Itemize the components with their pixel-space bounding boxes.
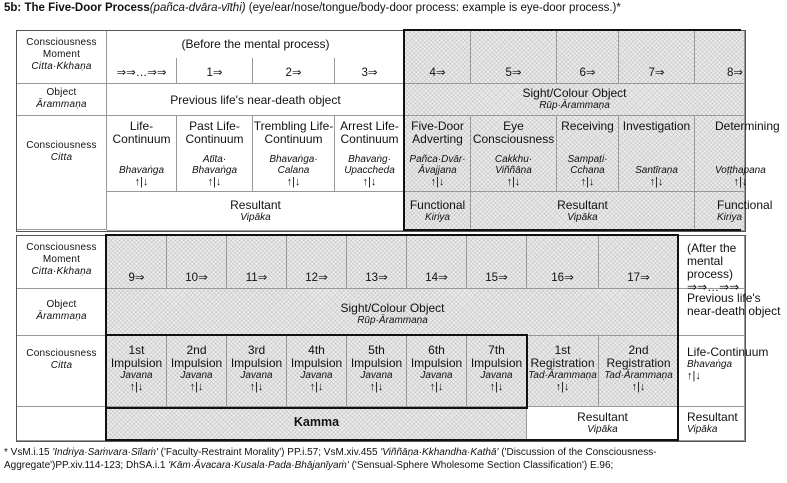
top-resultant-2-pali: Vipāka <box>567 212 598 223</box>
impulsion-6 <box>407 336 467 407</box>
label-object-pali: Ārammaṇa <box>36 99 87 110</box>
impulsion-arrow: ↑|↓ <box>369 381 384 393</box>
citta-arrow: ↑|↓ <box>649 176 664 188</box>
bottom-object-previous <box>679 289 781 336</box>
footnote-p2: 'Indriya·Saṁvara·Sīlaṁ' <box>52 447 158 458</box>
bottom-object-sight-pali: Rūp·Ārammaṇa <box>357 315 428 326</box>
registration-num: 1st <box>554 343 571 357</box>
impulsion-2 <box>167 336 227 407</box>
impulsion-num: 5th <box>368 343 385 357</box>
label-moment-2: Moment <box>42 254 81 265</box>
bottom-label-object <box>17 289 107 336</box>
impulsion-num: 1st <box>128 343 145 357</box>
top-citta-1 <box>177 116 253 192</box>
citta-pali: Pañca·Dvār· Āvajjana <box>409 154 466 176</box>
impulsion-pali: Javana <box>480 370 513 381</box>
impulsion-name: Impulsion <box>230 356 283 370</box>
lifecont-pali: Bhavaṅga <box>687 359 733 370</box>
impulsion-name: Impulsion <box>170 356 223 370</box>
registration-arrow: ↑|↓ <box>631 381 646 393</box>
top-moment-1: 1⇒ <box>177 58 253 84</box>
impulsion-pali: Javana <box>180 370 213 381</box>
citta-pali: Voṭṭhapana <box>715 165 766 176</box>
bottom-moment-17: 17⇒ <box>599 236 679 289</box>
top-object-sight-label: Sight/Colour Object <box>522 86 627 100</box>
bottom-resultant-3-label: Resultant <box>687 410 738 424</box>
lifecont-arrow: ↑|↓ <box>687 370 701 382</box>
bottom-moment-13: 13⇒ <box>347 236 407 289</box>
impulsion-arrow: ↑|↓ <box>429 381 444 393</box>
impulsion-pali: Javana <box>360 370 393 381</box>
label-moment-pali: Citta·Kkhaṇa <box>31 266 92 277</box>
top-citta-7 <box>619 116 695 192</box>
before-process-label: (Before the mental process) <box>107 31 405 58</box>
citta-name: Investigation <box>622 119 691 133</box>
citta-name: Receiving <box>561 119 614 133</box>
citta-name: Trembling Life- Continuum <box>253 119 334 146</box>
bottom-moment-14: 14⇒ <box>407 236 467 289</box>
registration-name: Registration <box>530 356 595 370</box>
bottom-object-sight-label: Sight/Colour Object <box>340 301 445 315</box>
citta-name: Life- Continuum <box>112 119 171 146</box>
citta-name: Past Life- Continuum <box>185 119 244 146</box>
bottom-label-blank <box>17 407 107 441</box>
impulsion-5 <box>347 336 407 407</box>
kamma-cell: Kamma <box>107 407 527 441</box>
bottom-moment-15: 15⇒ <box>467 236 527 289</box>
top-citta-6 <box>557 116 619 192</box>
citta-pali: Sampaṭi· Cchana <box>567 154 608 176</box>
citta-arrow: ↑|↓ <box>430 176 445 188</box>
top-moment-7: 7⇒ <box>619 31 695 84</box>
registration-2 <box>599 336 679 407</box>
impulsion-4 <box>287 336 347 407</box>
citta-arrow: ↑|↓ <box>207 176 222 188</box>
bottom-moment-11: 11⇒ <box>227 236 287 289</box>
top-functional-2 <box>695 192 773 231</box>
top-resultant-1 <box>107 192 405 231</box>
top-moment-0: ⇒⇒…⇒⇒ <box>107 58 177 84</box>
top-citta-3 <box>335 116 405 192</box>
citta-arrow: ↑|↓ <box>286 176 301 188</box>
citta-pali: Cakkhu· Viññāṇa <box>494 154 533 176</box>
impulsion-pali: Javana <box>300 370 333 381</box>
top-label-citta <box>17 116 107 230</box>
citta-arrow: ↑|↓ <box>362 176 377 188</box>
top-resultant-2 <box>471 192 695 231</box>
impulsion-3 <box>227 336 287 407</box>
impulsion-7 <box>467 336 527 407</box>
top-functional-pali: Kiriya <box>424 212 450 223</box>
bottom-object-sight <box>107 289 679 336</box>
top-functional <box>405 192 471 231</box>
label-object: Object <box>46 299 77 310</box>
bottom-moment-16: 16⇒ <box>527 236 599 289</box>
title-italic: (pañca-dvāra-vīthi) <box>149 2 246 14</box>
label-moment-pali: Citta·Kkhaṇa <box>31 61 92 72</box>
top-object-sight-pali: Rūp·Ārammaṇa <box>539 100 610 111</box>
top-resultant-2-label: Resultant <box>557 198 608 212</box>
bottom-moment-9: 9⇒ <box>107 236 167 289</box>
after-process-arrows: ⇒⇒…⇒⇒ <box>687 280 740 294</box>
top-citta-5 <box>471 116 557 192</box>
top-label-object <box>17 84 107 116</box>
top-resultant-1-label: Resultant <box>230 198 281 212</box>
title-label: 5b: <box>4 2 22 14</box>
citta-arrow: ↑|↓ <box>580 176 595 188</box>
top-object-sight <box>405 84 745 116</box>
top-moment-6: 6⇒ <box>557 31 619 84</box>
footnote-p4: 'Viññāṇa·Kkhandha·Kathā' <box>380 447 499 458</box>
page-title <box>4 2 621 14</box>
impulsion-pali: Javana <box>120 370 153 381</box>
title-bold: The Five-Door Process <box>24 2 150 14</box>
impulsion-arrow: ↑|↓ <box>309 381 324 393</box>
impulsion-arrow: ↑|↓ <box>129 381 144 393</box>
impulsion-name: Impulsion <box>290 356 343 370</box>
footnote-p1: * VsM.i.15 <box>4 447 53 458</box>
label-object-pali: Ārammaṇa <box>36 311 87 322</box>
registration-pali: Tad·Ārammaṇa <box>604 370 673 381</box>
impulsion-num: 3rd <box>247 343 266 357</box>
bottom-object-previous-label: Previous life's near-death object <box>687 291 781 318</box>
bottom-moment-10: 10⇒ <box>167 236 227 289</box>
label-citta-pali: Citta <box>50 152 73 163</box>
after-process-cell <box>679 236 745 294</box>
top-citta-0 <box>107 116 177 192</box>
impulsion-name: Impulsion <box>410 356 463 370</box>
top-moment-4: 4⇒ <box>405 31 471 84</box>
bottom-resultant-3 <box>679 407 745 441</box>
citta-arrow: ↑|↓ <box>733 176 748 188</box>
top-citta-2 <box>253 116 335 192</box>
citta-pali: Bhavaṅga· Calana <box>269 154 318 176</box>
top-functional-2-pali: Kiriya <box>717 212 743 223</box>
top-table <box>16 30 780 232</box>
top-citta-4 <box>405 116 471 192</box>
bottom-label-moment <box>17 236 107 289</box>
impulsion-arrow: ↑|↓ <box>489 381 504 393</box>
bottom-resultant-label: Resultant <box>577 410 628 424</box>
label-citta: Consciousness <box>26 348 97 359</box>
top-moment-8: 8⇒ <box>695 31 745 84</box>
footnote-p3: ('Faculty-Restraint Morality') PP.i.57; VsM.xiv.455 <box>157 447 381 458</box>
registration-num: 2nd <box>628 343 649 357</box>
label-moment-1: Consciousness <box>26 242 97 253</box>
citta-pali: Atīta· Bhavaṅga <box>191 154 238 176</box>
impulsion-num: 7th <box>488 343 505 357</box>
impulsion-1 <box>107 336 167 407</box>
lifecont-name: Life-Continuum <box>687 345 769 359</box>
footnote-p6: 'Kām·Āvacara·Kusala·Pada·Bhājanīyaṁ' <box>168 459 349 471</box>
bottom-resultant <box>527 407 679 441</box>
top-moment-2: 2⇒ <box>253 58 335 84</box>
top-object-previous: Previous life's near-death object <box>107 84 405 116</box>
top-functional-2-label: Functional <box>717 198 773 212</box>
top-moment-5: 5⇒ <box>471 31 557 84</box>
citta-pali: Bhavaṅga <box>118 165 165 176</box>
impulsion-pali: Javana <box>240 370 273 381</box>
impulsion-arrow: ↑|↓ <box>249 381 264 393</box>
footnote-p7: ('Sensual-Sphere Wholesome Section Classification') E.96; <box>348 459 614 471</box>
citta-arrow: ↑|↓ <box>134 176 149 188</box>
title-rest: (eye/ear/nose/tongue/body-door process: example is eye-door process.)* <box>245 2 621 14</box>
bottom-resultant-pali: Vipāka <box>587 424 618 435</box>
citta-name: Five-Door Adverting <box>411 119 464 146</box>
label-object: Object <box>46 87 77 98</box>
after-process-label: (After the mental process) <box>687 241 737 281</box>
registration-arrow: ↑|↓ <box>555 381 570 393</box>
label-citta: Consciousness <box>26 140 97 151</box>
impulsion-name: Impulsion <box>350 356 403 370</box>
top-citta-8 <box>695 116 780 192</box>
registration-name: Registration <box>606 356 671 370</box>
label-citta-pali: Citta <box>50 360 73 371</box>
top-functional-label: Functional <box>409 198 466 212</box>
registration-pali: Tad·Ārammaṇa <box>528 370 597 381</box>
bottom-table <box>16 235 781 442</box>
bottom-moment-12: 12⇒ <box>287 236 347 289</box>
bottom-lifecontinuum <box>679 336 769 407</box>
impulsion-num: 4th <box>308 343 325 357</box>
citta-pali: Santīraṇa <box>635 165 678 176</box>
footnote <box>4 447 739 472</box>
label-moment-2: Moment <box>42 49 81 60</box>
citta-name: Determining <box>715 119 780 133</box>
citta-arrow: ↑|↓ <box>506 176 521 188</box>
impulsion-arrow: ↑|↓ <box>189 381 204 393</box>
citta-pali: Bhavaṅg· Upaccheda <box>344 154 395 176</box>
impulsion-num: 6th <box>428 343 445 357</box>
bottom-label-citta <box>17 336 107 407</box>
bottom-resultant-3-pali: Vipāka <box>687 424 718 435</box>
top-label-moment <box>17 31 107 84</box>
footnote-p5: ('Discussion of the Consciousness-Aggregate')PP.xiv.114-123; DhSA.i.1 <box>4 447 657 471</box>
top-resultant-1-pali: Vipāka <box>240 212 271 223</box>
impulsion-num: 2nd <box>186 343 207 357</box>
citta-name: Arrest Life- Continuum <box>340 119 399 146</box>
impulsion-pali: Javana <box>420 370 453 381</box>
registration-1 <box>527 336 599 407</box>
citta-name: Eye Consciousness <box>472 119 555 146</box>
impulsion-name: Impulsion <box>470 356 523 370</box>
label-moment-1: Consciousness <box>26 37 97 48</box>
impulsion-name: Impulsion <box>110 356 163 370</box>
top-moment-3: 3⇒ <box>335 58 405 84</box>
